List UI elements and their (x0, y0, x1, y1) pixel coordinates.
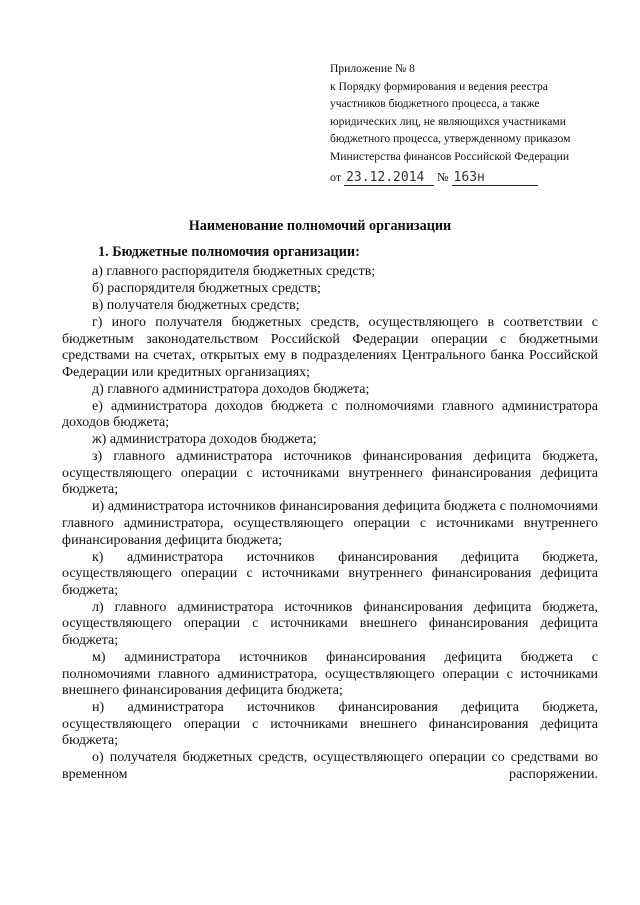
order-number: 163н (452, 171, 538, 186)
list-item: в) получателя бюджетных средств; (92, 297, 300, 313)
number-prefix: № (437, 170, 449, 184)
list-item: е) администратора доходов бюджета с полномочиями главного администратора доходов бюджета; (62, 398, 598, 431)
list-item: ж) администратора доходов бюджета; (92, 432, 317, 448)
list-item: б) распорядителя бюджетных средств; (92, 280, 321, 296)
appendix-block (330, 60, 610, 166)
appendix-line: юридических лиц, не являющихся участниками (330, 114, 566, 128)
list-item: л) главного администратора источников финансирования дефицита бюджета, осуществляющего операции с источниками внешнего финансирования дефицита бюджета; (62, 599, 598, 648)
list-item: и) администратора источников финансирования дефицита бюджета с полномочиями главного администратора, осуществляющего операции с источниками внутреннего финансирования дефицита бюджета; (62, 499, 598, 548)
section-heading: 1. Бюджетные полномочия организации: (98, 244, 360, 260)
appendix-line: Министерства финансов Российской Федерации (330, 149, 570, 163)
list-item: о) получателя бюджетных средств, осуществляющего операции со средствами во временном распоряжении. (62, 750, 598, 782)
powers-list (62, 264, 598, 784)
document-title: Наименование полномочий организации (188, 218, 452, 234)
order-date: 23.12.2014 (344, 171, 434, 186)
list-item: д) главного администратора доходов бюджета; (92, 381, 370, 397)
list-item: к) администратора источников финансирования дефицита бюджета, осуществляющего операции с источниками внутреннего финансирования дефицита бюджета; (62, 549, 598, 598)
date-prefix: от (330, 170, 342, 184)
list-item: м) администратора источников финансирования дефицита бюджета с полномочиями главного администратора, осуществляющего операции с источниками внешнего финансирования дефицита бюджета; (62, 649, 598, 699)
list-item: а) главного распорядителя бюджетных средств; (92, 264, 376, 279)
appendix-line: бюджетного процесса, утвержденному приказом (330, 132, 571, 146)
order-date-row (330, 170, 538, 186)
appendix-line: Приложение № 8 (330, 62, 415, 75)
list-item: г) иного получателя бюджетных средств, осуществляющего в соответствии с бюджетным законодательством Российской Федерации операции с бюджетными средствами на счетах, открытых ему в подразделениях Центрального банка Российской Федерации или кредитных организациях; (62, 314, 598, 380)
list-item: н) администратора источников финансирования дефицита бюджета, осуществляющего операции с источниками внешнего финансирования дефицита бюджета; (62, 700, 598, 749)
appendix-line: к Порядку формирования и ведения реестра (330, 79, 548, 93)
appendix-line: участников бюджетного процесса, а также (330, 97, 540, 111)
list-item: з) главного администратора источников финансирования дефицита бюджета, осуществляющего операции с источниками внутреннего финансирования дефицита бюджета; (62, 449, 598, 498)
